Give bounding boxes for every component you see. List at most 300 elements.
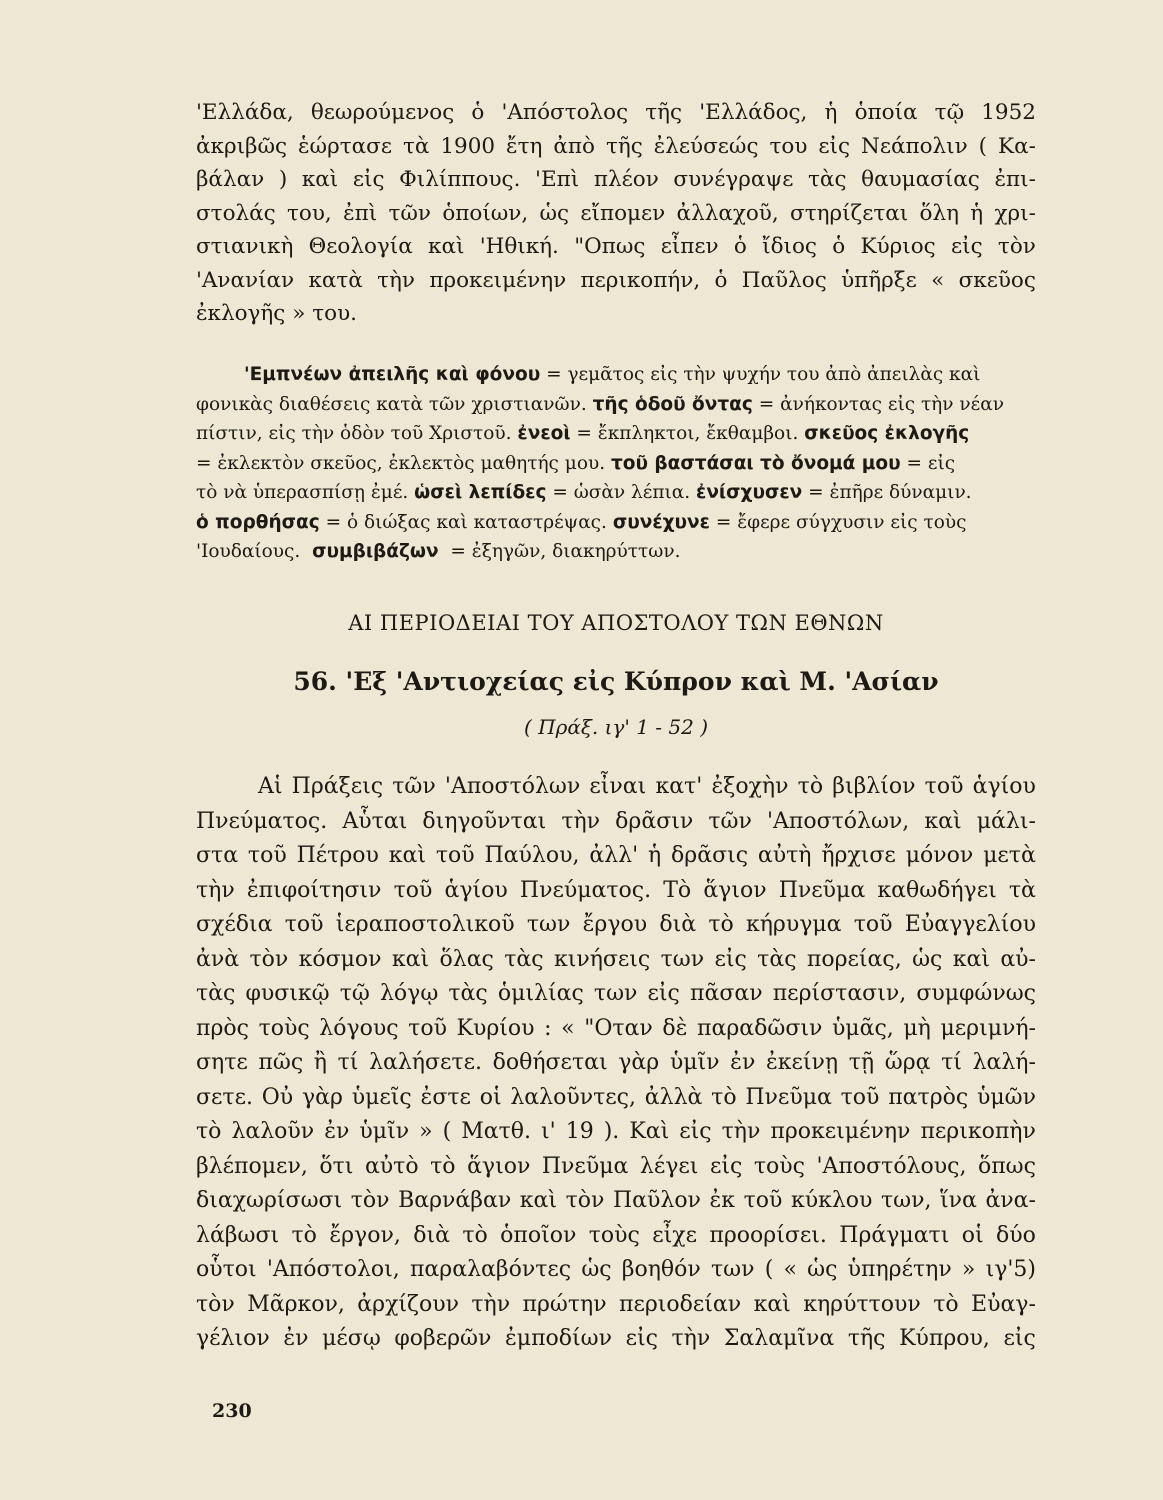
glossary-line bbox=[196, 419, 1036, 449]
word: των bbox=[711, 1257, 755, 1282]
word: δρᾶσιν bbox=[615, 808, 694, 834]
word: εἶχε bbox=[652, 1222, 698, 1248]
glossary-definition: 'Ιουδαίους. bbox=[196, 541, 307, 562]
word: πᾶσαν bbox=[690, 981, 763, 1006]
word: 1900 bbox=[440, 133, 496, 159]
word: τὴν bbox=[721, 1119, 761, 1144]
glossary-term: ὡσεὶ λεπίδες bbox=[414, 482, 547, 503]
word: τῆς bbox=[605, 133, 643, 159]
word: : bbox=[544, 1015, 552, 1041]
word: ἐπιφοίτησιν bbox=[246, 877, 382, 903]
word: καὶ bbox=[301, 167, 339, 192]
word: ὁποία bbox=[854, 100, 918, 125]
word: τὸν bbox=[565, 1188, 605, 1213]
word: ἡ bbox=[970, 200, 984, 226]
word: τῇ bbox=[848, 1050, 875, 1075]
glossary-definition: = ἔκπληκτοι, ἔκθαμβοι. bbox=[570, 423, 805, 444]
word: τὸ bbox=[291, 1222, 317, 1248]
word: ὁμιλίας bbox=[497, 981, 584, 1006]
word: αὐτὸ bbox=[364, 1153, 419, 1179]
word: ( bbox=[764, 1257, 774, 1282]
word: ιγ'5) bbox=[985, 1257, 1036, 1282]
word: Πέτρου bbox=[296, 843, 379, 868]
word: καὶ bbox=[388, 843, 426, 868]
word: τὸν bbox=[350, 1188, 390, 1213]
word: μὴ bbox=[903, 1015, 931, 1041]
word: τὸν bbox=[196, 1291, 235, 1317]
word: στολάς bbox=[196, 200, 276, 226]
word: ἁγίου bbox=[972, 774, 1036, 799]
word: μάλι- bbox=[976, 808, 1036, 834]
text-line bbox=[196, 163, 1036, 197]
word: Εὐαγ- bbox=[971, 1291, 1036, 1317]
glossary-definition: = ἐξηγῶν, διακηρύττων. bbox=[444, 541, 681, 562]
word: λαλήσετε. bbox=[369, 1050, 482, 1075]
word: σκεῦος bbox=[958, 267, 1036, 293]
text-line bbox=[196, 1081, 1036, 1116]
word: » bbox=[292, 301, 306, 326]
word: των bbox=[660, 946, 705, 972]
word: τὸ bbox=[711, 1084, 737, 1110]
word: καθωδήγει bbox=[877, 877, 997, 903]
word: προορίσει. bbox=[709, 1222, 827, 1248]
word: τῶν bbox=[708, 808, 752, 834]
word: ἀνα- bbox=[985, 1188, 1036, 1213]
word: καὶ bbox=[952, 946, 990, 972]
word: 'Αποστόλων, bbox=[766, 808, 910, 834]
word: « bbox=[561, 1015, 575, 1041]
word: κατὰ bbox=[308, 267, 363, 293]
word: ἤρχισε bbox=[821, 843, 896, 868]
word: λαλοῦντες, bbox=[510, 1084, 636, 1110]
word: λαλή- bbox=[972, 1050, 1036, 1075]
word: ὑμῖν bbox=[669, 1050, 720, 1075]
word: πρὸς bbox=[196, 1015, 249, 1041]
word: τὸ bbox=[196, 1119, 222, 1144]
text-line bbox=[196, 230, 1036, 264]
word: των bbox=[526, 912, 571, 937]
word: τί bbox=[941, 1050, 962, 1075]
word: του. bbox=[312, 301, 357, 326]
word: εἶπεν bbox=[660, 234, 719, 259]
text-line bbox=[196, 839, 1036, 874]
text-line bbox=[196, 96, 1036, 130]
word: ) bbox=[278, 167, 288, 192]
word: τὰ bbox=[1008, 877, 1036, 903]
word: εἰς bbox=[714, 946, 747, 972]
word: τοῦ bbox=[408, 1015, 447, 1041]
word: τὸ bbox=[708, 912, 734, 937]
word: ὑμεῖς bbox=[351, 1084, 412, 1110]
word: εἰς bbox=[1003, 1326, 1036, 1351]
word: παραλαβόντες bbox=[409, 1257, 572, 1282]
word: εἰς bbox=[679, 1119, 712, 1144]
word: ὑπῆρξε bbox=[841, 267, 917, 293]
word: ὑμῶν bbox=[977, 1084, 1036, 1110]
text-line bbox=[196, 1253, 1036, 1288]
word: μόνον bbox=[905, 843, 974, 868]
word: Πνεῦμα bbox=[541, 1153, 629, 1179]
word: κινήσεις bbox=[553, 946, 651, 972]
word: κήρυγμα bbox=[745, 912, 842, 937]
word: ἡ bbox=[824, 100, 838, 125]
word: τὴν bbox=[671, 1326, 711, 1351]
word: τὰς bbox=[757, 946, 797, 972]
word: αὐτὴ bbox=[757, 843, 812, 868]
word: δὲ bbox=[662, 1015, 688, 1041]
word: πρώτην bbox=[522, 1291, 607, 1317]
word: σητε bbox=[196, 1050, 248, 1075]
word: Τὸ bbox=[663, 877, 692, 903]
glossary-notes bbox=[196, 360, 1036, 567]
text-line bbox=[196, 770, 1036, 805]
word: ἀλλ' bbox=[589, 843, 639, 868]
chapter-reference: ( Πράξ. ιγ' 1 - 52 ) bbox=[523, 715, 709, 739]
word: Εὐαγγελίου bbox=[904, 912, 1036, 937]
word: τῷ bbox=[339, 981, 370, 1006]
word: ἴδιος bbox=[762, 234, 817, 259]
word: φοβερῶν bbox=[394, 1326, 492, 1351]
word: λόγῳ bbox=[379, 981, 439, 1006]
word: τὴν bbox=[561, 808, 601, 834]
word: ). bbox=[603, 1119, 620, 1144]
glossary-definition: = ἀνήκοντας εἰς τὴν νέαν bbox=[752, 393, 1004, 415]
word: λάβωσι bbox=[196, 1222, 280, 1248]
word: Πνεύματος. bbox=[519, 877, 652, 903]
word: κύκλου bbox=[790, 1188, 873, 1213]
word: ἐν bbox=[730, 1050, 756, 1075]
word: μετὰ bbox=[983, 843, 1036, 868]
glossary-term: τῆς ὁδοῦ ὄντας bbox=[592, 393, 753, 415]
word: προκειμένην bbox=[770, 1119, 911, 1144]
paragraph-continued bbox=[196, 96, 1036, 331]
word: "Οπως bbox=[574, 234, 646, 259]
text-line bbox=[196, 297, 1036, 331]
word: 'Ηθική. bbox=[479, 234, 559, 259]
word: « bbox=[931, 267, 945, 293]
word: Αὗται bbox=[342, 808, 408, 834]
word: τὸν bbox=[249, 946, 289, 972]
text-line bbox=[196, 264, 1036, 298]
word: Αἱ bbox=[258, 774, 283, 799]
glossary-line bbox=[196, 537, 1036, 567]
word: ἐμποδίων bbox=[504, 1326, 612, 1351]
word: ἀλλὰ bbox=[644, 1084, 703, 1110]
word: « bbox=[783, 1257, 797, 1282]
text-line bbox=[196, 977, 1036, 1012]
word: τῆς bbox=[645, 100, 683, 125]
word: Μᾶρκον, bbox=[247, 1291, 345, 1317]
word: ὁποῖον bbox=[500, 1222, 577, 1248]
word: ἀπὸ bbox=[553, 133, 595, 159]
word: ἐν bbox=[283, 1326, 309, 1351]
word: τῶν bbox=[388, 200, 431, 226]
word: Παῦλος bbox=[741, 267, 827, 293]
word: τοῦ bbox=[924, 774, 964, 799]
word: οἱ bbox=[479, 1084, 502, 1110]
word: Βαρνάβαν bbox=[398, 1188, 512, 1213]
word: ὡς bbox=[581, 1257, 612, 1282]
word: τῷ bbox=[934, 100, 965, 125]
word: 'Ελλάδα, bbox=[196, 100, 294, 125]
glossary-term: σκεῦος ἐκλογῆς bbox=[804, 423, 970, 444]
word: εἰς bbox=[647, 981, 680, 1006]
word: ι' bbox=[541, 1119, 556, 1144]
word: βιβλίον bbox=[832, 774, 916, 799]
word: τοῦ bbox=[743, 1188, 783, 1213]
word: "Οταν bbox=[584, 1015, 653, 1041]
word: πορείας, bbox=[806, 946, 902, 972]
word: τοῦ bbox=[247, 843, 287, 868]
glossary-term: 'Εμπνέων ἀπειλῆς καὶ φόνου bbox=[244, 364, 541, 385]
word: ἐξοχὴν bbox=[711, 774, 789, 799]
glossary-definition: = εἰς bbox=[900, 452, 956, 474]
word: περιοδείαν bbox=[618, 1291, 742, 1317]
word: τοὺς bbox=[258, 1015, 310, 1041]
word: τοῦ bbox=[840, 1084, 880, 1110]
word: τοῦ bbox=[435, 843, 475, 868]
word: βλέπομεν, bbox=[196, 1153, 308, 1179]
word: Θεολογία bbox=[308, 234, 413, 259]
word: ( bbox=[442, 1119, 452, 1144]
word: φυσικῷ bbox=[245, 981, 330, 1006]
word: ἐπι- bbox=[994, 167, 1036, 192]
word: εἰς bbox=[818, 133, 851, 159]
word: τὰς bbox=[196, 981, 236, 1006]
word: κόσμον bbox=[298, 946, 382, 972]
word: ἔργου bbox=[582, 912, 648, 937]
word: διὰ bbox=[413, 1222, 450, 1248]
glossary-term: τοῦ βαστάσαι τὸ ὄνομά μου bbox=[610, 452, 901, 474]
word: διαχωρίσωσι bbox=[196, 1188, 343, 1213]
word: τὰ bbox=[402, 133, 430, 159]
word: Καὶ bbox=[629, 1119, 670, 1144]
word: ὡς bbox=[539, 200, 570, 226]
word: ἐκ bbox=[709, 1188, 736, 1213]
word: ὅπως bbox=[977, 1153, 1036, 1179]
word: ἑώρτασε bbox=[298, 133, 392, 159]
word: τὸ bbox=[933, 1291, 959, 1317]
word: ἢ bbox=[313, 1050, 327, 1075]
word: των, bbox=[880, 1188, 932, 1213]
word: στα bbox=[196, 843, 239, 868]
word: θαυμασίας bbox=[861, 167, 980, 192]
word: ἐκείνῃ bbox=[765, 1050, 839, 1075]
glossary-line bbox=[196, 390, 1036, 420]
word: Παύλου, bbox=[484, 843, 580, 868]
text-line bbox=[196, 130, 1036, 164]
word: δοθήσεται bbox=[492, 1050, 608, 1075]
word: συνέγραψε bbox=[673, 167, 794, 192]
word: Κύπρου, bbox=[899, 1326, 990, 1351]
word: Φιλίππους. bbox=[399, 167, 521, 192]
word: τί bbox=[337, 1050, 359, 1075]
word: διηγοῦνται bbox=[422, 808, 547, 834]
word: πῶς bbox=[258, 1050, 304, 1075]
word: ὅλη bbox=[919, 200, 959, 226]
word: τοῦ bbox=[284, 912, 324, 937]
word: ἐπὶ bbox=[343, 200, 378, 226]
word: 1952 bbox=[981, 100, 1036, 125]
word: Πράξεις bbox=[291, 774, 384, 799]
word: τὸ bbox=[462, 1222, 488, 1248]
glossary-term: συμβιβάζων bbox=[312, 541, 439, 562]
word: ὁ bbox=[714, 267, 728, 293]
word: τὴν bbox=[196, 877, 235, 903]
word: Παῦλον bbox=[612, 1188, 701, 1213]
word: καὶ bbox=[391, 946, 430, 972]
word: ὁ bbox=[832, 234, 846, 259]
word: κατ' bbox=[655, 774, 703, 799]
word: περικοπὴν bbox=[920, 1119, 1036, 1144]
word: σετε. bbox=[196, 1084, 253, 1110]
word: εἰς bbox=[625, 1326, 658, 1351]
word: καὶ bbox=[753, 1291, 791, 1317]
glossary-line bbox=[196, 449, 1036, 479]
word: τὴν bbox=[471, 1291, 511, 1317]
word: ὁ bbox=[733, 234, 747, 259]
word: αὐ- bbox=[1000, 946, 1036, 972]
word: τὸν bbox=[997, 234, 1036, 259]
word: εἰς bbox=[709, 1153, 743, 1179]
glossary-definition: = ἐπῆρε δύναμιν. bbox=[802, 482, 972, 503]
word: γέλιον bbox=[196, 1326, 270, 1351]
glossary-definition: τὸ νὰ ὑπερασπίσῃ ἐμέ. bbox=[196, 482, 415, 503]
word: ὑμῖν bbox=[359, 1119, 410, 1144]
word: μεριμνή- bbox=[940, 1015, 1036, 1041]
text-line bbox=[196, 908, 1036, 943]
glossary-definition: = ὡσὰν λέπια. bbox=[546, 482, 697, 503]
word: ἔργον, bbox=[329, 1222, 401, 1248]
word: ἅγιον bbox=[467, 1153, 531, 1179]
word: Πνεύματος. bbox=[196, 808, 328, 834]
chapter-title: 56. 'Εξ 'Αντιοχείας εἰς Κύπρον καὶ Μ. 'Ασίαν bbox=[293, 667, 939, 696]
word: Οὐ bbox=[261, 1084, 294, 1110]
text-line bbox=[196, 874, 1036, 909]
word: Πνεῦμα bbox=[778, 877, 866, 903]
word: σχέδια bbox=[196, 912, 273, 937]
paragraph-main bbox=[196, 770, 1036, 1357]
word: Πράγματι bbox=[839, 1222, 950, 1248]
word: τὸ bbox=[797, 774, 824, 799]
word: ὡς bbox=[912, 946, 943, 972]
text-line bbox=[196, 1150, 1036, 1185]
word: ὥρᾳ bbox=[884, 1050, 931, 1075]
word: 'Ανανίαν bbox=[196, 267, 295, 293]
text-line bbox=[196, 1115, 1036, 1150]
word: διὰ bbox=[659, 912, 697, 937]
glossary-line bbox=[196, 508, 1036, 538]
word: χρι- bbox=[994, 200, 1036, 226]
text-line bbox=[196, 1219, 1036, 1254]
word: λαλοῦν bbox=[231, 1119, 315, 1144]
word: Κα- bbox=[998, 133, 1036, 159]
word: βοηθόν bbox=[621, 1257, 701, 1282]
word: στηρίζεται bbox=[790, 200, 909, 226]
word: ἐλεύσεώς bbox=[653, 133, 759, 159]
word: ἔτη bbox=[506, 133, 543, 159]
word: στιανικὴ bbox=[196, 234, 294, 259]
word: ὅλας bbox=[439, 946, 494, 972]
word: ἱεραποστολικοῦ bbox=[335, 912, 515, 937]
word: δύο bbox=[996, 1222, 1036, 1248]
word: γὰρ bbox=[618, 1050, 660, 1075]
word: τῆς bbox=[847, 1326, 886, 1351]
word: ἐκλογῆς bbox=[196, 301, 286, 326]
glossary-term: ἐνεοὶ bbox=[517, 423, 571, 444]
word: Ματθ. bbox=[461, 1119, 531, 1144]
word: 'Αποστόλους, bbox=[816, 1153, 967, 1179]
word: τὸ bbox=[430, 1153, 456, 1179]
word: 'Απόστολοι, bbox=[266, 1257, 400, 1282]
word: γὰρ bbox=[301, 1084, 343, 1110]
word: τὰς bbox=[448, 981, 488, 1006]
word: ὑπηρέτην bbox=[847, 1257, 952, 1282]
word: ἡ bbox=[647, 843, 662, 868]
text-line bbox=[196, 805, 1036, 840]
word: Κύριος bbox=[860, 234, 936, 259]
glossary-line bbox=[196, 478, 1036, 508]
word: παραδῶσιν bbox=[697, 1015, 823, 1041]
word: τὰς bbox=[504, 946, 544, 972]
glossary-definition: = ἔφερε σύγχυσιν εἰς τοὺς bbox=[709, 511, 967, 533]
word: συμφώνως bbox=[916, 981, 1036, 1006]
word: καὶ bbox=[519, 1188, 558, 1213]
word: προκειμένην bbox=[429, 267, 567, 293]
text-line bbox=[196, 197, 1036, 231]
word: ἐστε bbox=[420, 1084, 471, 1110]
text-line bbox=[196, 1012, 1036, 1047]
glossary-term: ἐνίσχυσεν bbox=[696, 482, 803, 503]
word: 19 bbox=[565, 1119, 594, 1144]
word: λέγει bbox=[639, 1153, 699, 1179]
glossary-definition: = ἐκλεκτὸν σκεῦος, ἐκλεκτὸς μαθητής μου. bbox=[196, 452, 611, 474]
glossary-definition: = ὁ διώξας καὶ καταστρέψας. bbox=[319, 511, 613, 533]
word: ὡς bbox=[807, 1257, 838, 1282]
word: οἱ bbox=[961, 1222, 984, 1248]
word: ἵνα bbox=[940, 1188, 977, 1213]
word: ( bbox=[978, 133, 988, 159]
word: ὁποίων, bbox=[442, 200, 529, 226]
word: ὁ bbox=[471, 100, 485, 125]
word: λόγους bbox=[319, 1015, 399, 1041]
word: των bbox=[593, 981, 638, 1006]
word: του, bbox=[287, 200, 332, 226]
glossary-definition: = γεμᾶτος εἰς τὴν ψυχήν του ἀπὸ ἀπειλὰς καὶ bbox=[540, 364, 981, 385]
word: εἰς bbox=[951, 234, 983, 259]
word: Πνεῦμα bbox=[745, 1084, 832, 1110]
word: τοὺς bbox=[753, 1153, 805, 1179]
word: τὰς bbox=[808, 167, 847, 192]
text-line bbox=[196, 1322, 1036, 1357]
word: τοῦ bbox=[853, 912, 893, 937]
word: ὅτι bbox=[319, 1153, 354, 1179]
glossary-line bbox=[196, 360, 1036, 390]
word: βάλαν bbox=[196, 167, 265, 192]
word: ἀνὰ bbox=[196, 946, 240, 972]
word: ἀλλαχοῦ, bbox=[676, 200, 779, 226]
word: ἀρχίζουν bbox=[357, 1291, 459, 1317]
word: ἁγίου bbox=[444, 877, 508, 903]
glossary-definition: πίστιν, εἰς τὴν ὁδὸν τοῦ Χριστοῦ. bbox=[196, 423, 518, 444]
word: καὶ bbox=[428, 234, 465, 259]
word: εἰς bbox=[352, 167, 385, 192]
word: 'Ελλάδος, bbox=[699, 100, 808, 125]
word: τοῦ bbox=[393, 877, 433, 903]
word: » bbox=[419, 1119, 433, 1144]
word: εἶναι bbox=[589, 774, 647, 799]
word: πλέον bbox=[593, 167, 659, 192]
